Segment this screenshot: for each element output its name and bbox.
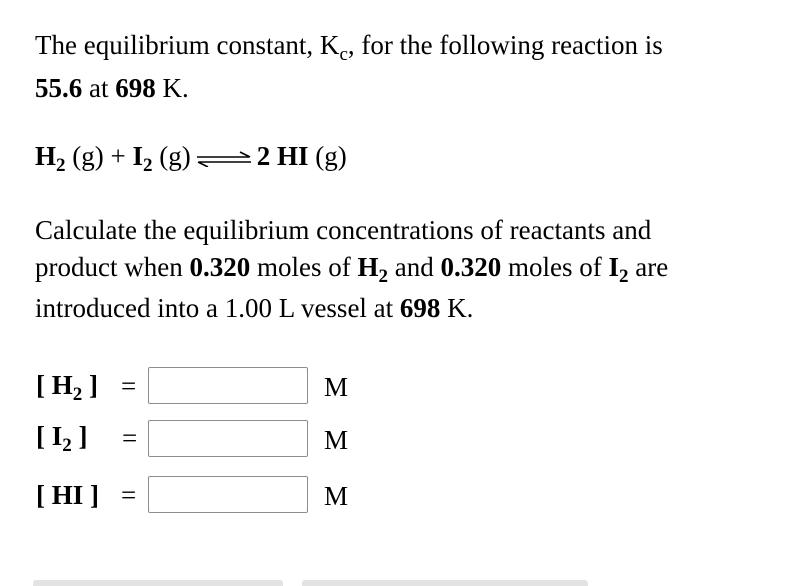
species-h-sub: 2 [72,384,83,405]
intro-text: The equilibrium constant, K [35,30,340,60]
intro-text-cont: , for the following reaction is [347,30,663,60]
question-text-1: Calculate the equilibrium concentrations of reactants and [35,215,652,245]
product-hi: 2 HI [256,141,309,171]
equals-sign: = [121,480,137,510]
intro-temp-unit: K. [155,73,189,103]
bottom-button-left[interactable] [33,580,283,586]
reactant-phase-2: (g) [152,141,191,171]
label-hi [36,482,99,509]
bracket-close: ] [71,421,88,451]
h2-concentration-input[interactable] [148,367,308,404]
species-hi: HI [51,480,84,510]
unit-molar: M [324,481,349,511]
reactant-i-sub: 2 [143,155,153,176]
bottom-button-right[interactable] [302,580,588,586]
intro-at: at [82,73,116,103]
intro-line-2 [35,75,189,102]
reactant-h-sub: 2 [56,155,66,176]
moles-i2: 0.320 [440,252,502,282]
species-i: I [51,421,63,451]
moles-h2: 0.320 [189,252,251,282]
bracket-close: ] [82,370,99,400]
question-text-2e: are [628,252,669,282]
bracket-open: [ [36,480,52,510]
question-text-3a: introduced into a 1.00 L vessel at [35,293,400,323]
question-line-2 [35,252,669,287]
intro-temp: 698 [115,73,156,103]
question-line-3 [35,295,473,322]
question-i-sub: 2 [618,266,629,287]
reactant-phase-1: (g) + [65,141,133,171]
kc-subscript: c [339,44,348,65]
question-i: I [608,252,619,282]
question-text-2d: moles of [501,252,609,282]
equilibrium-arrow-icon [195,151,253,167]
i2-concentration-input[interactable] [148,420,308,457]
species-h: H [51,370,73,400]
hi-concentration-input[interactable] [148,476,308,513]
question-temp: 698 [399,293,441,323]
question-line-1 [35,217,651,244]
question-text-2a: product when [35,252,190,282]
product-phase: (g) [308,141,347,171]
unit-molar: M [324,372,349,402]
question-text-2b: moles of [250,252,358,282]
bracket-open: [ [36,370,52,400]
intro-line-1 [35,30,663,65]
reaction-equation [35,141,347,176]
question-h: H [357,252,379,282]
equals-sign: = [121,371,137,401]
reactant-i: I [132,141,143,171]
question-text-2c: and [387,252,441,282]
label-i2 [36,421,88,456]
kc-value: 55.6 [35,73,83,103]
question-text-3b: K. [440,293,474,323]
bracket-close: ] [83,480,100,510]
equals-sign: = [122,423,138,453]
species-i-sub: 2 [62,435,72,456]
label-h2 [36,370,99,405]
reactant-h: H [35,141,57,171]
bracket-open: [ [36,421,52,451]
question-h-sub: 2 [378,266,388,287]
unit-molar: M [324,425,349,455]
